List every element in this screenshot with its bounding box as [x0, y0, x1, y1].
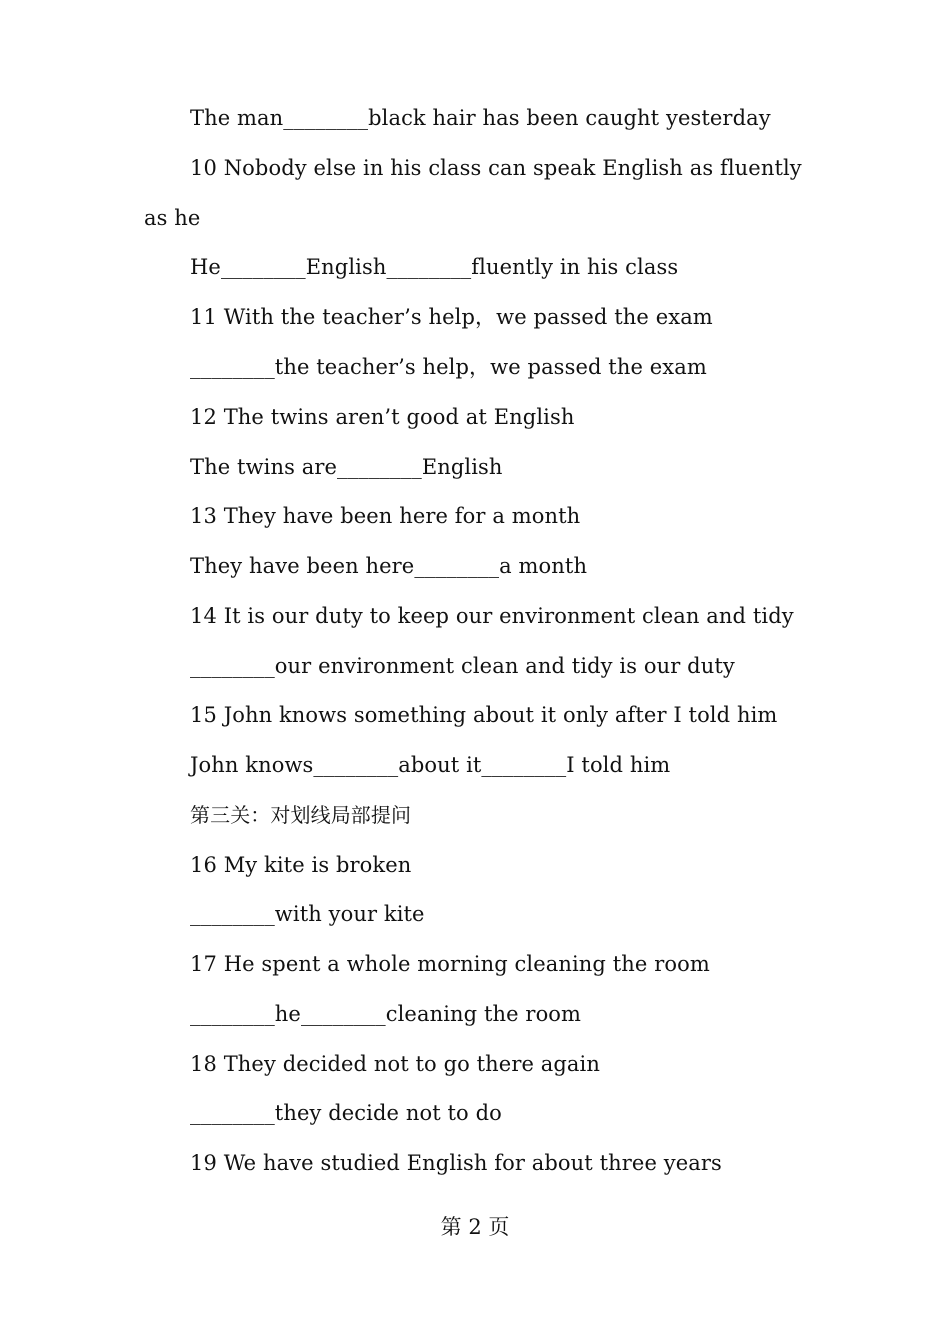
question-10: 10 Nobody else in his class can speak English as fluently [190, 156, 802, 180]
answer-line-14: ________our environment clean and tidy is our duty [190, 654, 735, 678]
section-heading: 第三关：对划线局部提问 [190, 803, 412, 827]
answer-line-11: ________the teacher’s help，we passed the exam [190, 355, 707, 379]
answer-line-12: The twins are________English [190, 455, 503, 479]
answer-line-16: ________with your kite [190, 902, 425, 926]
question-12: 12 The twins aren’t good at English [190, 405, 575, 429]
answer-line-10: He________English________fluently in his class [190, 255, 679, 279]
answer-line-18: ________they decide not to do [190, 1101, 502, 1125]
question-18: 18 They decided not to go there again [190, 1052, 600, 1076]
question-16: 16 My kite is broken [190, 853, 412, 877]
question-13: 13 They have been here for a month [190, 504, 581, 528]
question-19: 19 We have studied English for about three years [190, 1151, 722, 1175]
answer-line-17: ________he________cleaning the room [190, 1002, 582, 1026]
page-number-footer: 第 2 页 [440, 1215, 510, 1239]
answer-line-15: John knows________about it________I told him [190, 753, 671, 777]
question-14: 14 It is our duty to keep our environment clean and tidy [190, 604, 794, 628]
question-11: 11 With the teacher’s help，we passed the exam [190, 305, 713, 329]
answer-line-9: The man________black hair has been caught yesterday [190, 106, 771, 130]
question-17: 17 He spent a whole morning cleaning the room [190, 952, 710, 976]
question-15: 15 John knows something about it only after I told him [190, 703, 778, 727]
answer-line-13: They have been here________a month [190, 554, 588, 578]
question-10-continued: as he [144, 206, 201, 230]
